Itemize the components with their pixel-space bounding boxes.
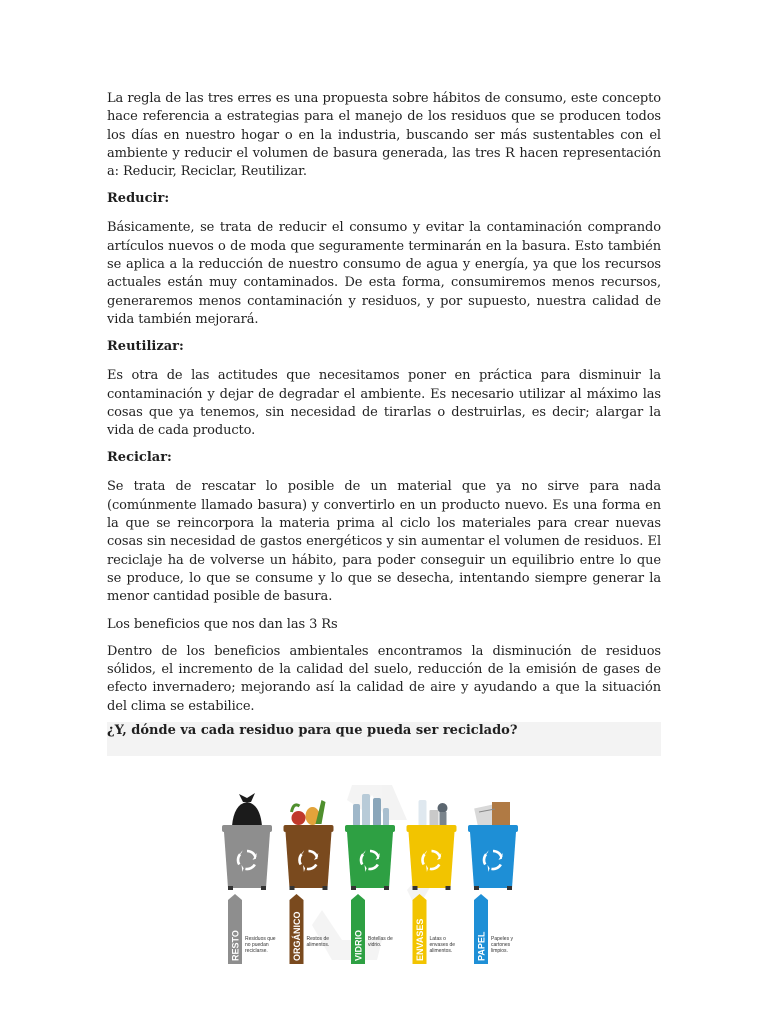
papel-contents-icon (474, 802, 510, 828)
section-paragraph-reutilizar: Es otra de las actitudes que necesitamos poner en práctica para disminuir la contaminación y dejar de degradar el ambiente. Es necesario utilizar al máximo las cosas que ya tenemos, sin necesidad de tirarlas o destruirlas, es decir; alargar la vida de cada producto. (107, 368, 661, 439)
bin-vidrio (345, 794, 395, 964)
document-body (107, 90, 661, 756)
resto-description: reciclarse. (245, 948, 268, 954)
arrow-tip-icon (228, 894, 242, 900)
vidrio-bin-body (347, 832, 393, 888)
papel-description: cartones (491, 942, 511, 948)
bin-organico (284, 800, 334, 964)
benefits-paragraph: Dentro de los beneficios ambientales encontramos la disminución de residuos sólidos, el incremento de la calidad del suelo, reducción de la emisión de gases de efecto invernadero; mejorando así la calidad de aire y ayudando a que la situación del clima se estabilice. (107, 643, 661, 714)
resto-bin-body (224, 832, 270, 888)
organico-category-label: ORGÁNICO (292, 911, 302, 961)
organico-bin-lid (284, 825, 334, 832)
section-heading-reutilizar: Reutilizar: (107, 339, 184, 355)
bin-papel (468, 802, 518, 964)
arrow-tip-icon (351, 894, 365, 900)
envases-description: envases de (429, 942, 456, 948)
papel-description: Papeles y (491, 936, 513, 942)
section-paragraph-reducir: Básicamente, se trata de reducir el consumo y evitar la contaminación comprando artículos nuevos o de moda que seguramente terminarán en la basura. Esto también se aplica a la reducción de nuestro consumo de agua y energía, ya que los recursos actuales están muy contaminados. De esta forma, consumiremos menos recursos, generaremos menos contaminación y residuos, y por supuesto, nuestra calidad de vida también mejorará. (107, 220, 661, 327)
vidrio-category-label: VIDRIO (353, 929, 364, 961)
wheel-icon (290, 886, 295, 890)
wheel-icon (351, 886, 356, 890)
envases-category-label: ENVASES (415, 918, 425, 961)
wheel-icon (228, 886, 233, 890)
resto-description: Residuos que (245, 936, 276, 942)
papel-description: limpios. (491, 948, 508, 954)
vidrio-description: vidrio. (368, 942, 382, 948)
resto-bin-lid (222, 825, 272, 832)
envases-bin-lid (407, 825, 457, 832)
wheel-icon (446, 886, 451, 890)
resto-contents-icon (232, 793, 262, 826)
resto-description: no puedan (245, 942, 269, 948)
organico-description: Restos de (306, 936, 330, 942)
wheel-icon (261, 886, 266, 890)
question-bar (107, 722, 661, 756)
organico-description: alimentos. (306, 942, 330, 948)
wheel-icon (384, 886, 389, 890)
envases-description: Latas o (429, 936, 446, 942)
section-paragraph-reciclar: Se trata de rescatar lo posible de un material que ya no sirve para nada (comúnmente llamado basura) y convertirlo en un producto nuevo. Es una forma en la que se reincorpora la materia prima al ciclo los materiales para crear nuevas cosas sin necesidad de gastos energéticos y sin aumentar el volumen de residuos. El reciclaje ha de volverse un hábito, para poder conseguir un equilibrio entre lo que se produce, lo que se consume y lo que se desecha, intentando siempre generar la menor cantidad posible de basura. (107, 479, 661, 605)
bin-envases (407, 800, 457, 964)
resto-category-label: RESTO (230, 930, 241, 961)
benefits-heading: Los beneficios que nos dan las 3 Rs (107, 616, 338, 632)
organico-bin-body (286, 832, 332, 888)
papel-bin-lid (468, 825, 518, 832)
bin-resto (222, 793, 276, 964)
section-heading-reciclar: Reciclar: (107, 450, 172, 466)
envases-contents-icon (419, 800, 448, 826)
papel-category-label: PAPEL (476, 931, 487, 961)
vidrio-description: Botellas de (368, 936, 393, 942)
arrow-tip-icon (474, 894, 488, 900)
intro-paragraph: La regla de las tres erres es una propuesta sobre hábitos de consumo, este concepto hace referencia a estrategias para el manejo de los residuos que se producen todos los días en nuestro hogar o en la industria, buscando ser más sustentables con el ambiente y reducir el volumen de basura generada, las tres R hacen representación a: Reducir, Reciclar, Reutilizar. (107, 91, 661, 180)
envases-description: alimentos. (429, 948, 453, 954)
papel-bin-body (470, 832, 516, 888)
vidrio-bin-lid (345, 825, 395, 832)
question-text: ¿Y, dónde va cada residuo para que pueda ser reciclado? (107, 723, 518, 739)
envases-bin-body (409, 832, 455, 888)
wheel-icon (323, 886, 328, 890)
organico-contents-icon (292, 800, 326, 825)
wheel-icon (507, 886, 512, 890)
arrow-tip-icon (290, 894, 304, 900)
recycling-bins-infographic (202, 780, 542, 975)
wheel-icon (474, 886, 479, 890)
section-heading-reducir: Reducir: (107, 191, 170, 207)
recycling-bins-graphic (202, 780, 542, 975)
wheel-icon (413, 886, 418, 890)
